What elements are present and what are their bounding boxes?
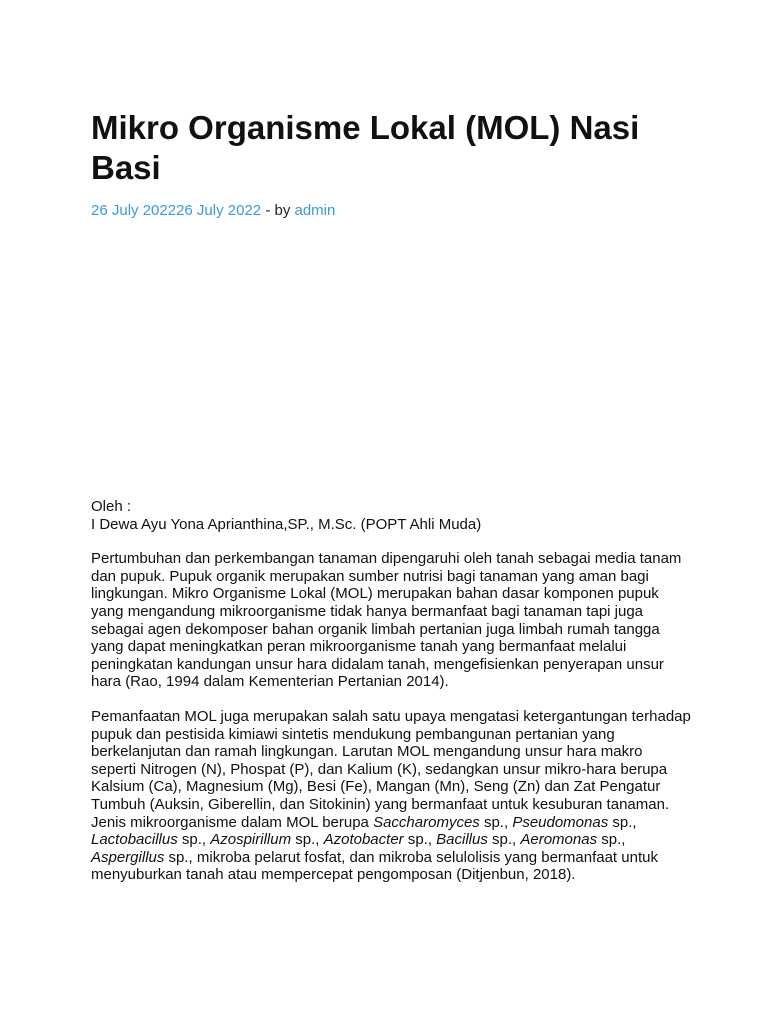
article-title: Mikro Organisme Lokal (MOL) Nasi Basi <box>91 109 640 186</box>
genus-saccharomyces: Saccharomyces <box>373 813 480 831</box>
published-date-link[interactable] <box>91 202 261 219</box>
genus-aspergillus: Aspergillus <box>91 848 165 866</box>
separator: sp., <box>608 813 637 831</box>
genus-pseudomonas: Pseudomonas <box>512 813 609 831</box>
genus-bacillus: Bacillus <box>436 831 488 849</box>
paragraph-2-text: Pemanfaatan MOL juga merupakan salah satu upaya mengatasi ketergantungan terhadap pupuk dan pestisida kimiawi sintetis mendukung pembangunan pertanian yang berkelanjutan dan ramah lingkungan. Larutan MOL mengandung unsur hara makro seperti Nitrogen (N), Phospat (P), dan Kalium (K), sedangkan unsur mikro-hara berupa Kalsium (Ca), Magnesium (Mg), Besi (Fe), Mangan (Mn), Seng (Zn) dan Zat Pengatur Tumbuh (Auksin, Giberellin, dan Sitokinin) yang bermanfaat untuk kesuburan tanaman. Jenis mikroorganisme dalam MOL berupa <box>91 707 691 831</box>
genus-lactobacillus: Lactobacillus <box>91 831 178 849</box>
article-content <box>91 498 691 884</box>
paragraph-2-end: sp., mikroba pelarut fosfat, dan mikroba selulolisis yang bermanfaat untuk menyuburkan tanah atau mempercepat pengomposan (Ditjenbun, 2018). <box>91 848 658 884</box>
article <box>91 108 691 901</box>
separator: sp., <box>479 813 513 831</box>
separator: sp., <box>403 831 437 849</box>
paragraph-2 <box>91 708 691 884</box>
author-link[interactable]: admin <box>294 202 336 219</box>
ad-placeholder <box>91 220 691 498</box>
byline-paragraph <box>91 498 691 533</box>
separator: sp., <box>597 831 626 849</box>
genus-azotobacter: Azotobacter <box>323 831 404 849</box>
published-date: 26 July 2022 <box>91 202 177 219</box>
genus-aeromonas: Aeromonas <box>520 831 598 849</box>
separator: sp., <box>487 831 521 849</box>
genus-azospirillum: Azospirillum <box>210 831 292 849</box>
post-meta <box>91 202 691 220</box>
updated-date: 26 July 2022 <box>176 202 262 219</box>
byline-label: Oleh : <box>91 498 132 515</box>
paragraph-1: Pertumbuhan dan perkembangan tanaman dipengaruhi oleh tanah sebagai media tanam dan pupuk. Pupuk organik merupakan sumber nutrisi bagi tanaman yang aman bagi lingkungan. Mikro Organisme Lokal (MOL) merupakan bahan dasar komponen pupuk yang mengandung mikroorganisme tidak hanya bermanfaat bagi tanaman tapi juga sebagai agen dekomposer bahan organik limbah pertanian juga limbah rumah tangga yang dapat meningkatkan peran mikroorganisme tanah yang bermanfaat melalui peningkatan kandungan unsur hara didalam tanah, mengefisienkan penyerapan unsur hara (Rao, 1994 dalam Kementerian Pertanian 2014). <box>91 550 682 691</box>
by-label: - by <box>261 202 295 219</box>
separator: sp., <box>291 831 324 849</box>
byline-name: I Dewa Ayu Yona Aprianthina,SP., M.Sc. (POPT Ahli Muda) <box>91 515 482 533</box>
separator: sp., <box>177 831 211 849</box>
